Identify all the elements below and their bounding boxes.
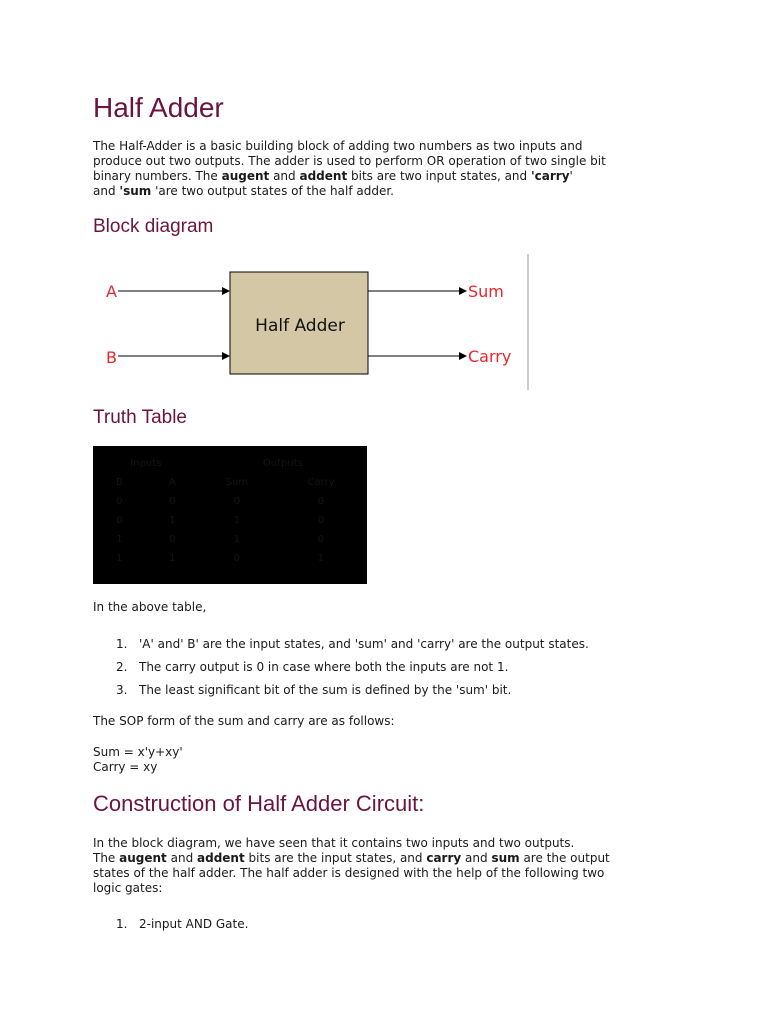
table-cell: 1	[116, 553, 123, 564]
table-row	[93, 511, 367, 530]
page-title: Half Adder	[93, 92, 224, 123]
construction-line: The augent and addent bits are the input states, and carry and sum are the output	[93, 851, 610, 865]
table-row	[93, 530, 367, 549]
list-number: 2.	[116, 660, 128, 674]
list-text: The carry output is 0 in case where both the inputs are not 1.	[139, 660, 509, 674]
list-item	[93, 917, 248, 940]
header-cell: A	[168, 477, 176, 488]
table-row	[93, 492, 367, 511]
construction-line: In the block diagram, we have seen that it contains two inputs and two outputs.	[93, 836, 575, 850]
list-item	[93, 683, 589, 706]
truth-table-heading: Truth Table	[93, 407, 187, 428]
table-cell: 0	[233, 553, 241, 564]
output-carry-label: Carry	[468, 347, 512, 366]
list-item	[93, 660, 589, 683]
carry-equation: Carry = xy	[93, 760, 158, 774]
table-row	[93, 549, 367, 568]
intro-line: binary numbers. The augent and addent bits are two input states, and 'carry'	[93, 169, 573, 183]
table-cell: 0	[317, 496, 325, 507]
table-cell: 1	[233, 534, 241, 545]
truth-table	[93, 446, 367, 584]
list-number: 1.	[116, 637, 128, 651]
list-item	[93, 637, 589, 660]
intro-line: The Half-Adder is a basic building block of adding two numbers as two inputs and	[93, 139, 583, 153]
truth-table-header-row	[93, 473, 367, 492]
intro-line: and 'sum 'are two output states of the half adder.	[93, 184, 394, 198]
above-table-text: In the above table,	[93, 600, 207, 614]
table-cell: 1	[116, 534, 123, 545]
half-adder-block-diagram	[90, 250, 540, 395]
construction-line: states of the half adder. The half adder is designed with the help of the following two	[93, 866, 605, 880]
construction-heading: Construction of Half Adder Circuit:	[93, 791, 425, 816]
list-text: 2-input AND Gate.	[139, 917, 249, 931]
group-header-cell: Inputs	[130, 458, 162, 469]
intro-paragraph	[93, 139, 668, 199]
list-text: The least significant bit of the sum is defined by the 'sum' bit.	[139, 683, 512, 697]
truth-table-group-header	[93, 454, 367, 473]
construction-paragraph	[93, 836, 668, 896]
box-label: Half Adder	[255, 316, 345, 336]
block-diagram-heading: Block diagram	[93, 216, 214, 237]
table-cell: 0	[169, 534, 176, 545]
table-cell: 1	[233, 515, 241, 526]
sop-equations	[93, 745, 668, 775]
table-cell: 0	[116, 496, 123, 507]
table-cell: 1	[169, 515, 176, 526]
table-cell: 0	[317, 515, 325, 526]
header-cell: Sum	[225, 477, 249, 488]
table-cell: 1	[317, 553, 325, 564]
table-cell: 0	[233, 496, 241, 507]
notes-list	[93, 637, 589, 706]
intro-line: produce out two outputs. The adder is used to perform OR operation of two single bit	[93, 154, 606, 168]
sum-equation: Sum = x'y+xy'	[93, 745, 183, 759]
input-a-label: A	[106, 282, 117, 301]
group-header-cell: Outputs	[262, 458, 303, 469]
gates-list	[93, 917, 248, 940]
header-cell: Carry	[307, 477, 335, 488]
list-number: 1.	[116, 917, 128, 931]
output-sum-label: Sum	[468, 282, 504, 301]
input-b-label: B	[106, 348, 117, 367]
table-cell: 0	[116, 515, 123, 526]
header-cell: B	[116, 477, 123, 488]
construction-line: logic gates:	[93, 881, 163, 895]
table-cell: 0	[317, 534, 325, 545]
table-cell: 0	[169, 496, 176, 507]
list-text: 'A' and' B' are the input states, and 'sum' and 'carry' are the output states.	[139, 637, 589, 651]
sop-intro-text: The SOP form of the sum and carry are as follows:	[93, 714, 395, 728]
list-number: 3.	[116, 683, 128, 697]
table-cell: 1	[169, 553, 176, 564]
